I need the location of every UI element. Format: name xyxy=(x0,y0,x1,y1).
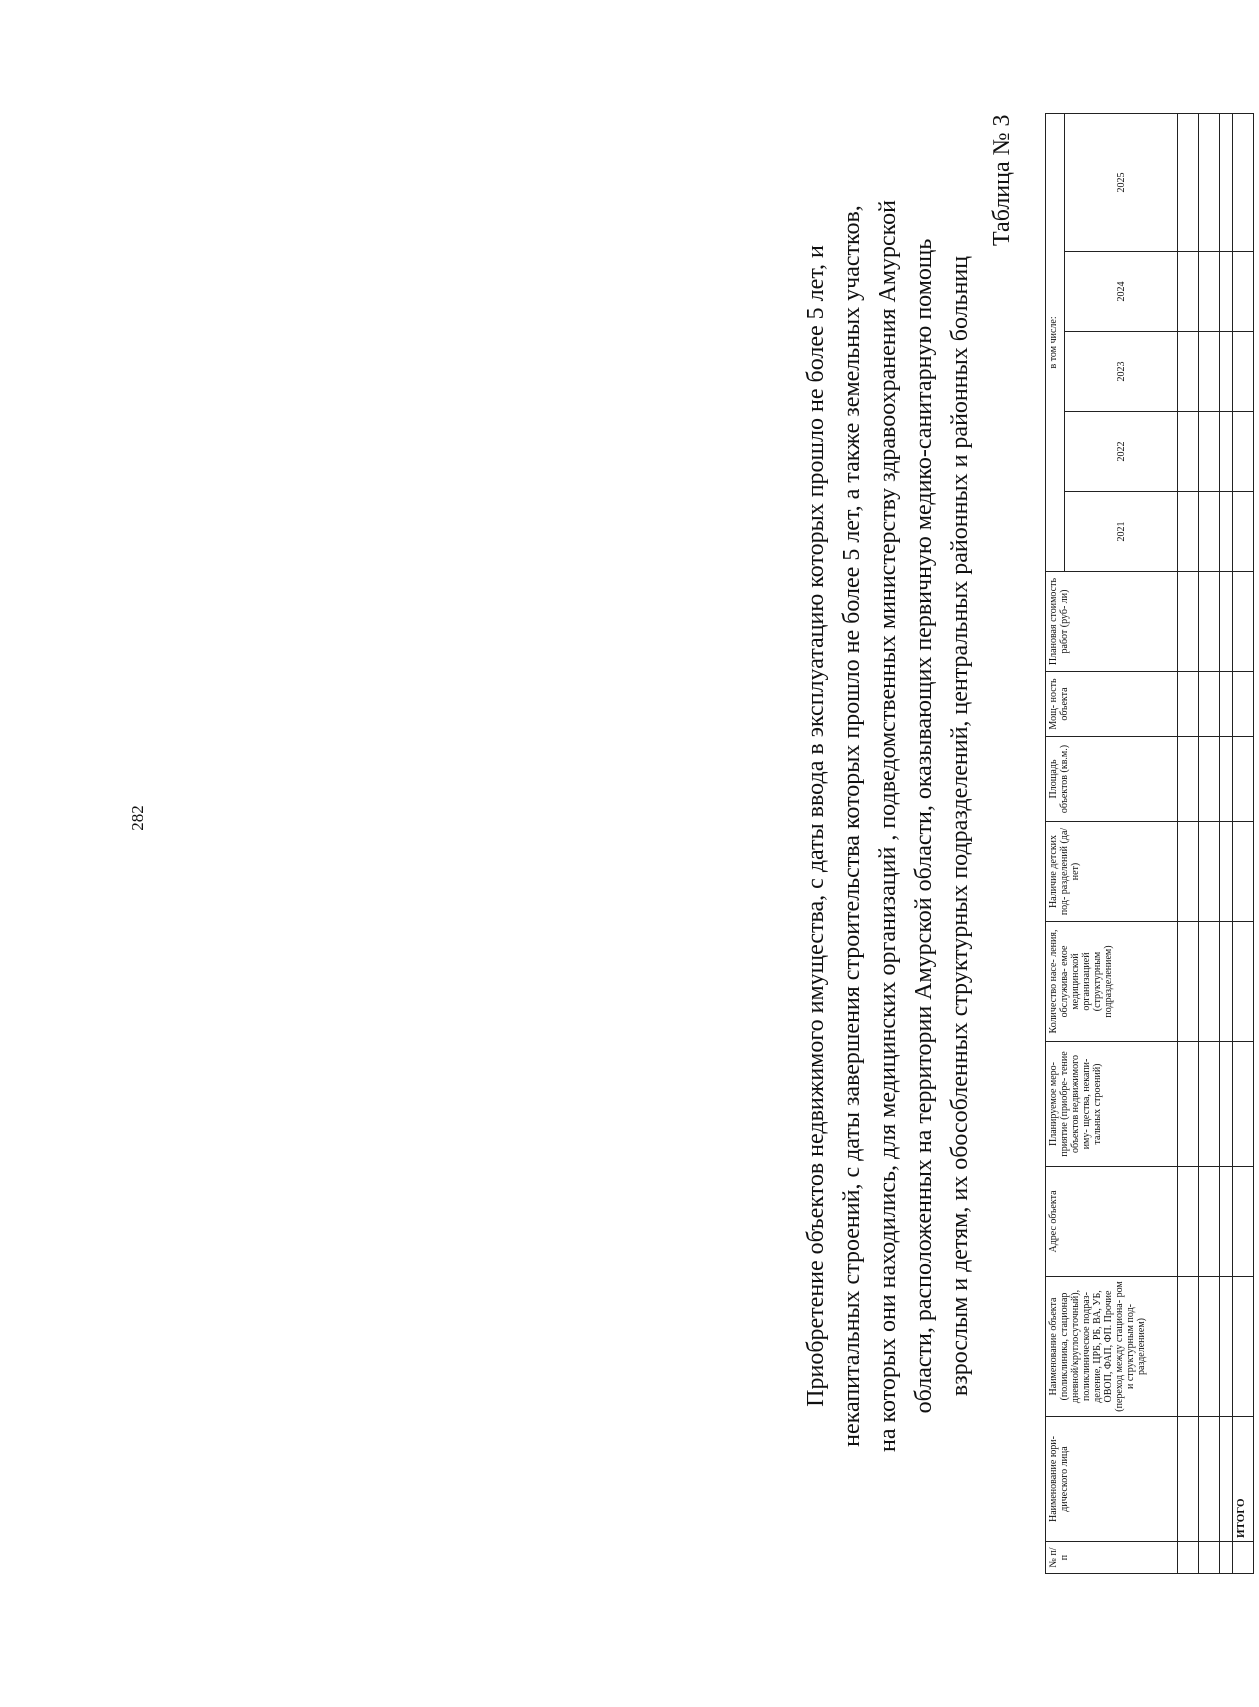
title-line: взрослым и детям, их обособленных структурных подразделений, центральных районных и районных больниц xyxy=(947,255,973,1397)
header-population: Количество насе- ления, обслужива- емое медицинской организацией (структурным подразделением) xyxy=(1046,922,1178,1042)
header-address: Адрес объекта xyxy=(1046,1167,1178,1277)
header-year-2024: 2024 xyxy=(1065,252,1178,332)
header-children-units: Наличие детских под- разделений (да/нет) xyxy=(1046,822,1178,922)
header-including: в том числе: xyxy=(1046,113,1065,571)
table-row xyxy=(1199,113,1220,1573)
header-year-2023: 2023 xyxy=(1065,332,1178,412)
header-legal-entity: Наименование юри- дического лица xyxy=(1046,1417,1178,1542)
header-area: Площадь объектов (кв.м.) xyxy=(1046,737,1178,822)
header-cost: Плановая стоимость работ (руб- ли) xyxy=(1046,572,1178,672)
header-num: № п/п xyxy=(1046,1542,1178,1574)
document-title xyxy=(799,26,979,1626)
data-table xyxy=(1045,113,1254,1574)
header-year-2022: 2022 xyxy=(1065,412,1178,492)
total-label: ИТОГО xyxy=(1233,1417,1254,1542)
title-line: области, расположенных на территории Амурской области, оказывающих первичную медико-санитарную помощь xyxy=(911,238,937,1414)
table-label: Таблица № 3 xyxy=(989,114,1015,246)
rotated-page-content xyxy=(799,26,1259,1626)
header-year-2021: 2021 xyxy=(1065,492,1178,572)
table-row xyxy=(1178,113,1199,1573)
header-year-2025: 2025 xyxy=(1065,113,1178,251)
total-row xyxy=(1233,113,1254,1573)
page-number: 282 xyxy=(128,805,147,831)
header-capacity: Мощ- ность объекта xyxy=(1046,672,1178,737)
header-object-name: Наименование объекта (поликлиника, стационар дневной/круглосуточный), поликлиническое подраз- деление, ЦРБ, РБ, ВА, УБ, ОВОП, ФАП, ФП. Прочие (переход между стациона- ром и структурным под- разделением) xyxy=(1046,1277,1178,1417)
title-line: Приобретение объектов недвижимого имущества, с даты ввода в эксплуатацию которых прошло не более 5 лет, и xyxy=(803,245,829,1407)
table-row xyxy=(1220,113,1233,1573)
title-line: на которых они находились, для медицинских организаций , подведомственных министерству здравоохранения Амурской xyxy=(875,200,901,1452)
header-planned-measure: Планируемое меро- приятие (приобре- тение объектов недвижимого иму- щества, некапи- тальных строений) xyxy=(1046,1042,1178,1167)
title-line: некапитальных строений, с даты завершения строительства которых прошло не более 5 лет, а также земельных участков, xyxy=(839,205,865,1447)
